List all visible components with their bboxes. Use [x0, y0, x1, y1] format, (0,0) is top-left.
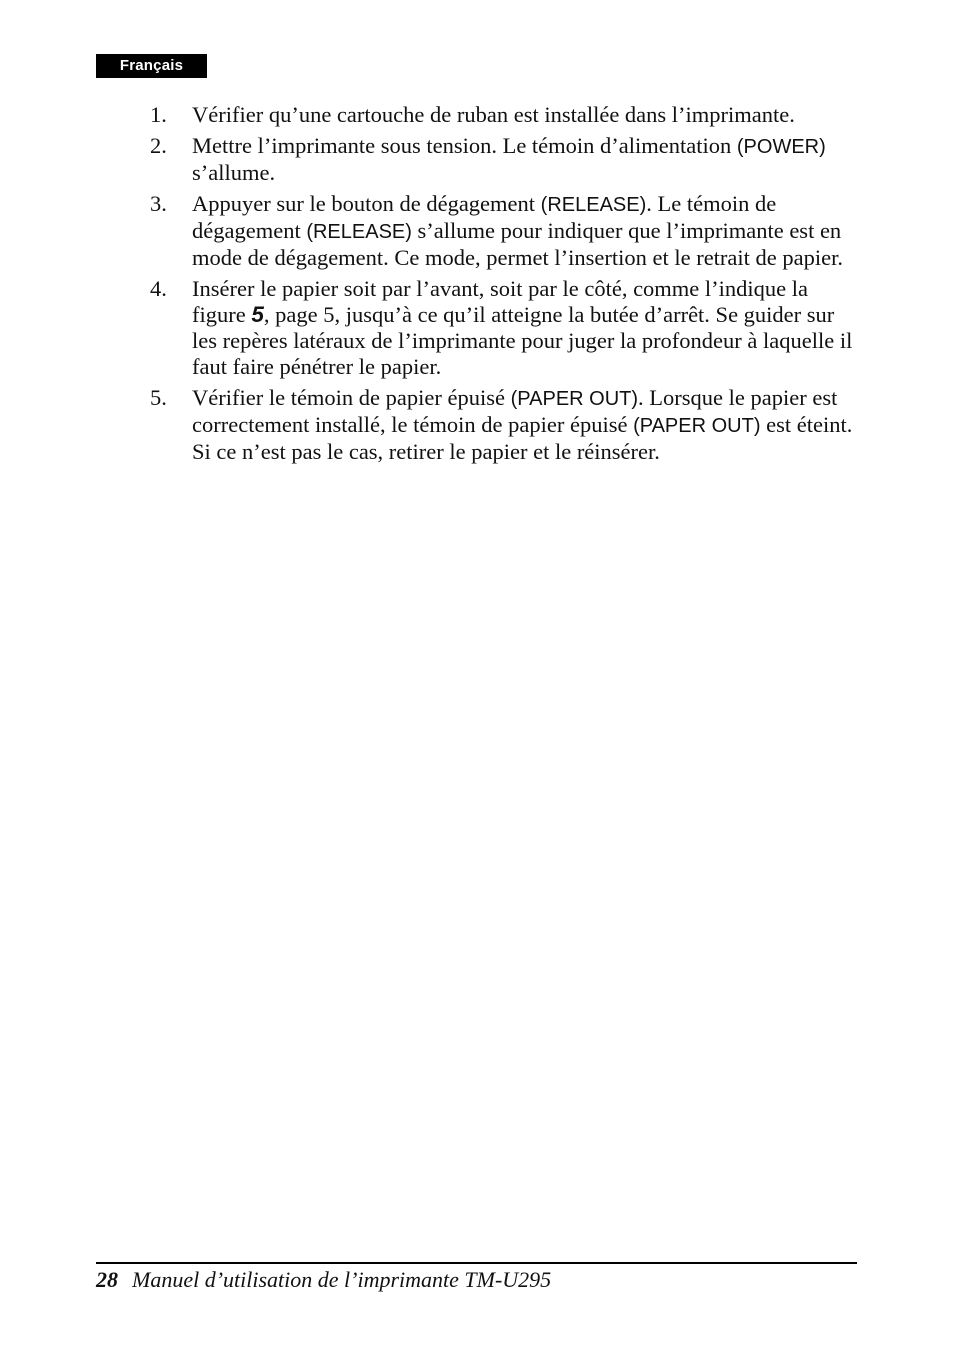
step-number: 2.: [150, 133, 167, 158]
language-tab: Français: [96, 54, 207, 78]
step-text: , page 5, jusqu’à ce qu’il atteigne la butée d’arrêt. Se guider sur les repères latéraux de l’imprimante pour juger la profondeur à laquelle il faut faire pénétrer le papier.: [192, 302, 853, 379]
step-text: . Lorsque le papier est correctement installé, le témoin de papier épuisé: [192, 385, 838, 437]
step-3: [150, 191, 860, 271]
step-number: 4.: [150, 276, 167, 301]
step-1: [150, 102, 860, 128]
instruction-list: [150, 102, 860, 470]
step-text: Mettre l’imprimante sous tension. Le témoin d’alimentation: [192, 133, 737, 158]
indicator-label-paper-out: (PAPER OUT): [510, 388, 639, 410]
button-label-release: (RELEASE): [540, 194, 647, 216]
indicator-label-power: (POWER): [736, 136, 826, 158]
step-number: 5.: [150, 385, 167, 410]
step-text: Vérifier le témoin de papier épuisé: [192, 385, 511, 410]
step-4: [150, 276, 860, 380]
step-number: 1.: [150, 102, 167, 127]
page-number: 28: [96, 1267, 118, 1292]
step-text: s’allume.: [192, 160, 276, 185]
step-text: est éteint. Si ce n’est pas le cas, retirer le papier et le réinsérer.: [192, 412, 853, 464]
step-text: . Le témoin de dégagement: [192, 191, 777, 243]
step-2: [150, 133, 860, 186]
step-text: Appuyer sur le bouton de dégagement: [192, 191, 541, 216]
step-number: 3.: [150, 191, 167, 216]
step-5: [150, 385, 860, 465]
page-footer: [96, 1266, 551, 1294]
figure-reference: 5: [251, 302, 264, 327]
footer-divider: [96, 1262, 857, 1264]
indicator-label-release: (RELEASE): [306, 221, 412, 243]
step-text: s’allume pour indiquer que l’imprimante est en mode de dégagement. Ce mode, permet l’insertion et le retrait de papier.: [192, 218, 844, 270]
step-text: Vérifier qu’une cartouche de ruban est installée dans l’imprimante.: [192, 102, 795, 127]
indicator-label-paper-out: (PAPER OUT): [633, 415, 761, 437]
step-text: Insérer le papier soit par l’avant, soit par le côté, comme l’indique la figure: [192, 276, 809, 327]
manual-title: Manuel d’utilisation de l’imprimante TM-U295: [132, 1267, 552, 1292]
